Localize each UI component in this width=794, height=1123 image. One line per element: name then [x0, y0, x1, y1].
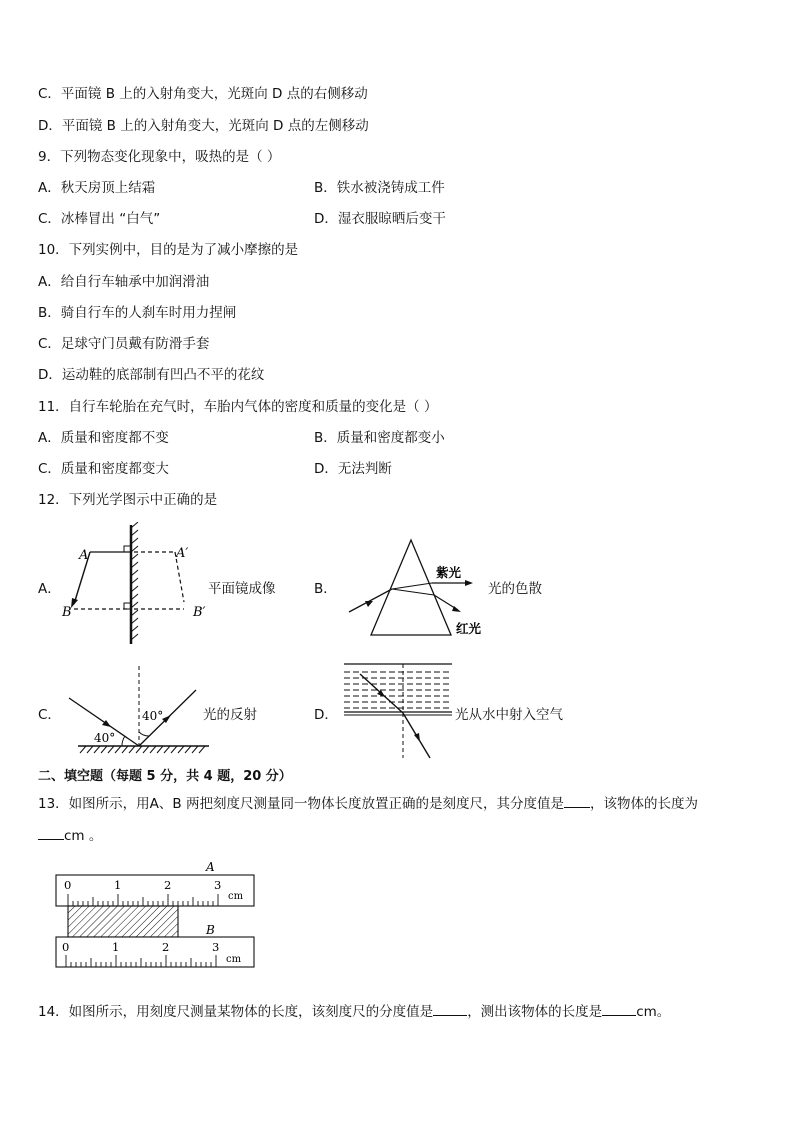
fig-a-label-a: A — [79, 548, 89, 563]
fig-d-option-letter: D． — [314, 707, 338, 723]
q13-text-3: cm 。 — [64, 828, 103, 844]
fig-c-caption: 光的反射 — [203, 707, 257, 723]
option-b-q11: B．质量和密度都变小 — [314, 430, 445, 446]
fig-c-option-letter: C． — [38, 707, 61, 723]
ruler-b-tick-3: 3 — [212, 940, 220, 954]
fig-water-to-air — [340, 660, 455, 760]
fig-c-angle-reflect: 40° — [142, 709, 164, 723]
fig-prism-dispersion — [340, 536, 490, 642]
option-b-q10: B．骑自行车的人刹车时用力捏闸 — [38, 305, 237, 321]
fig-plane-mirror — [60, 522, 210, 647]
fig-a-label-b: B — [62, 605, 72, 620]
question-14 — [38, 1000, 670, 1020]
question-9: 9．下列物态变化现象中，吸热的是（ ） — [38, 149, 281, 165]
option-c-q11: C．质量和密度都变大 — [38, 461, 169, 477]
ruler-b-tick-2: 2 — [162, 940, 170, 954]
fig-reflection — [62, 662, 212, 757]
q14-blank-length[interactable] — [602, 1003, 636, 1016]
measured-object — [68, 906, 178, 937]
fig-a-label-a-prime: A′ — [176, 546, 189, 561]
fig-b-option-letter: B． — [314, 581, 337, 597]
q13-blank-length[interactable] — [38, 827, 64, 840]
ruler-a-tick-1: 1 — [114, 878, 122, 892]
ruler-a-unit: cm — [228, 891, 244, 902]
q14-blank-division[interactable] — [433, 1003, 467, 1016]
ruler-a-tick-3: 3 — [214, 878, 222, 892]
option-a-q9: A．秋天房顶上结霜 — [38, 180, 156, 196]
fig-b-caption: 光的色散 — [488, 581, 542, 597]
fig-b-red-label: 红光 — [456, 621, 482, 636]
fig-b-violet-label: 紫光 — [436, 565, 462, 580]
question-11: 11．自行车轮胎在充气时，车胎内气体的密度和质量的变化是（ ） — [38, 399, 438, 415]
question-10: 10．下列实例中，目的是为了减小摩擦的是 — [38, 242, 299, 258]
option-d-q8: D．平面镜 B 上的入射角变大，光斑向 D 点的左侧移动 — [38, 118, 369, 134]
option-c-q9: C．冰棒冒出 “白气” — [38, 211, 161, 227]
ruler-a-label: A — [206, 860, 215, 874]
ruler-a-tick-0: 0 — [64, 878, 72, 892]
question-13-line-2 — [38, 824, 102, 844]
ruler-b-label: B — [206, 923, 215, 937]
section-2-heading: 二、填空题（每题 5 分，共 4 题，20 分） — [38, 769, 292, 784]
ruler-b-tick-0: 0 — [62, 940, 70, 954]
ruler-b-tick-1: 1 — [112, 940, 120, 954]
ruler-a-tick-2: 2 — [164, 878, 172, 892]
fig-c-angle-incident: 40° — [94, 731, 116, 745]
q14-text-2: ，测出该物体的长度是 — [467, 1004, 603, 1020]
option-d-q9: D．湿衣服晾晒后变干 — [314, 211, 446, 227]
option-d-q10: D．运动鞋的底部制有凹凸不平的花纹 — [38, 367, 265, 383]
option-c-q10: C．足球守门员戴有防滑手套 — [38, 336, 210, 352]
q13-text-2: ，该物体的长度为 — [589, 796, 698, 812]
q13-blank-division[interactable] — [564, 795, 590, 808]
question-13 — [38, 792, 698, 812]
option-a-q11: A．质量和密度都不变 — [38, 430, 169, 446]
fig-a-label-b-prime: B′ — [193, 605, 206, 620]
option-c-q8: C．平面镜 B 上的入射角变大，光斑向 D 点的右侧移动 — [38, 86, 368, 102]
option-b-q9: B．铁水被浇铸成工件 — [314, 180, 445, 196]
option-a-q10: A．给自行车轴承中加润滑油 — [38, 274, 210, 290]
q14-text-3: cm。 — [636, 1004, 671, 1020]
fig-a-option-letter: A． — [38, 581, 61, 597]
q13-text-1: 13．如图所示，用A、B 两把刻度尺测量同一物体长度放置正确的是刻度尺，其分度值是 — [38, 796, 564, 812]
fig-d-caption: 光从水中射入空气 — [455, 707, 563, 723]
q14-text-1: 14．如图所示，用刻度尺测量某物体的长度，该刻度尺的分度值是 — [38, 1004, 434, 1020]
question-12: 12．下列光学图示中正确的是 — [38, 492, 218, 508]
ruler-b-unit: cm — [226, 954, 242, 965]
option-d-q11: D．无法判断 — [314, 461, 392, 477]
fig-two-rulers — [52, 858, 262, 970]
fig-a-caption: 平面镜成像 — [208, 581, 276, 597]
